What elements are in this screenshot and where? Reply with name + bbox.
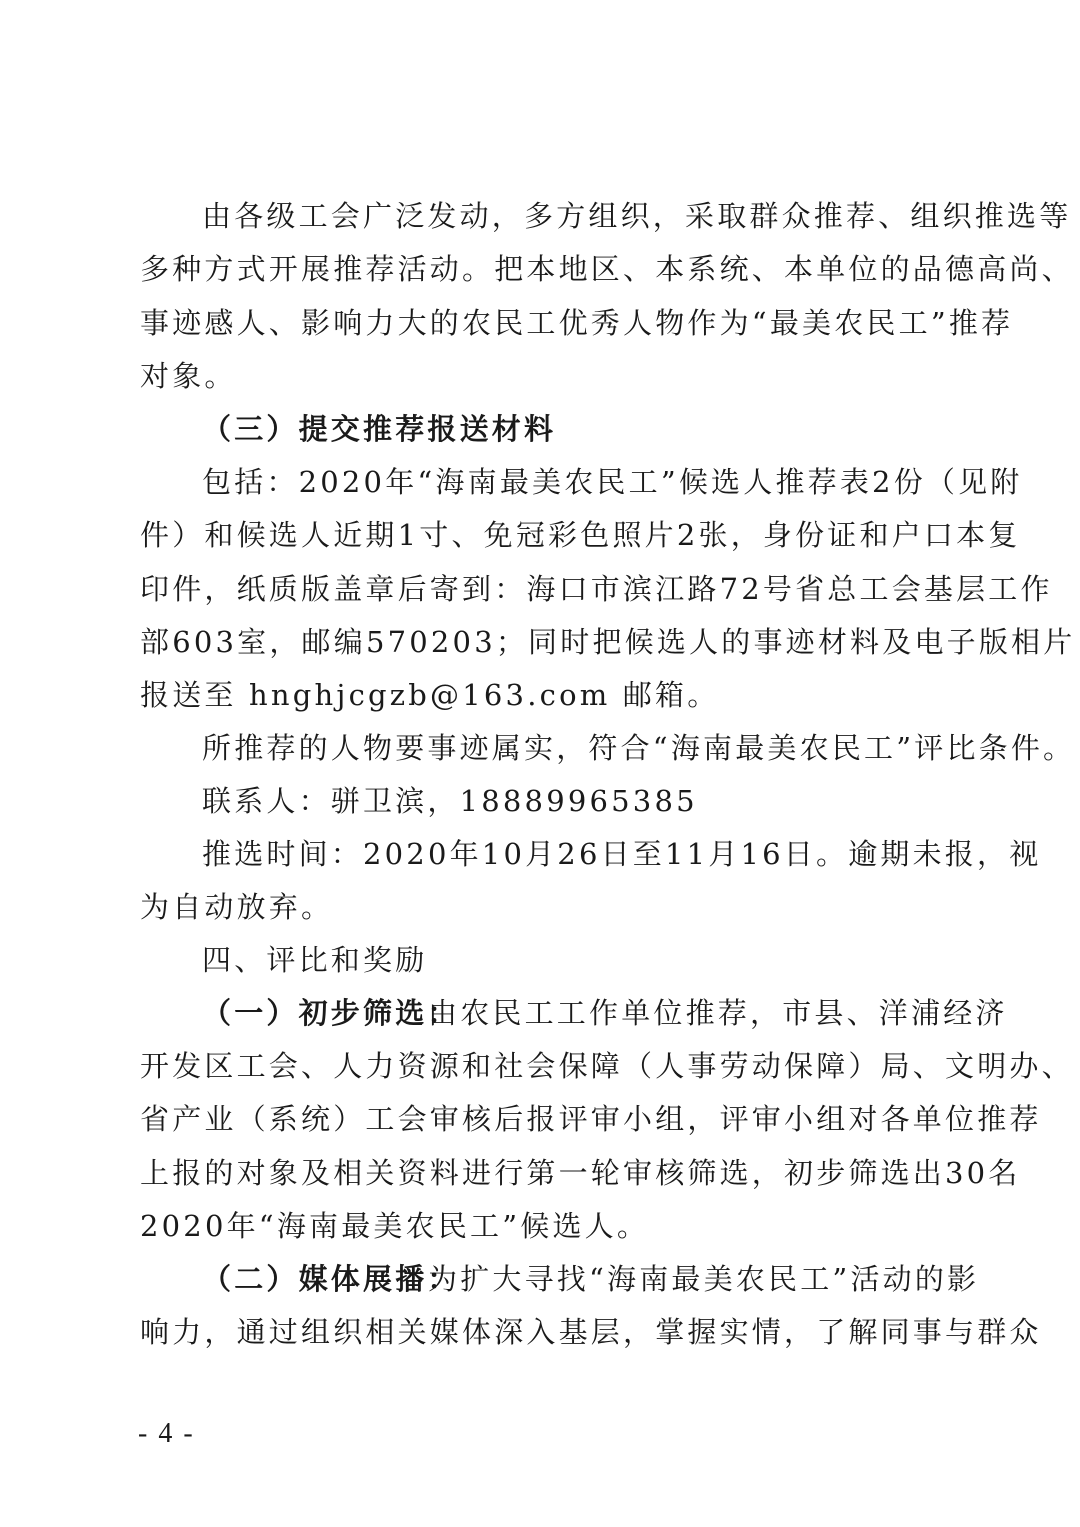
paragraph-line: 多种方式开展推荐活动。把本地区、本系统、本单位的品德高尚、: [140, 252, 1074, 286]
paragraph-line: 由农民工工作单位推荐，市县、洋浦经济: [428, 996, 1008, 1030]
paragraph-line: 省产业（系统）工会审核后报评审小组，评审小组对各单位推荐: [140, 1102, 1042, 1136]
paragraph-line: 推选时间：2020年10月26日至11月16日。逾期未报，视: [202, 837, 1042, 871]
section-heading: （三）提交推荐报送材料: [202, 412, 557, 446]
paragraph-line: 对象。: [140, 359, 237, 393]
paragraph-line: 印件，纸质版盖章后寄到：海口市滨江路72号省总工会基层工作: [140, 572, 1053, 606]
paragraph-line: 部603室，邮编570203；同时把候选人的事迹材料及电子版相片: [140, 625, 1076, 659]
subsection-heading: （二）媒体展播：: [202, 1262, 460, 1296]
paragraph-line: 由各级工会广泛发动，多方组织，采取群众推荐、组织推选等: [202, 199, 1072, 233]
paragraph-line: 响力，通过组织相关媒体深入基层，掌握实情，了解同事与群众: [140, 1315, 1042, 1349]
section-heading: 四、评比和奖励: [202, 943, 428, 977]
paragraph-line: 开发区工会、人力资源和社会保障（人事劳动保障）局、文明办、: [140, 1049, 1074, 1083]
paragraph-line: 件）和候选人近期1寸、免冠彩色照片2张，身份证和户口本复: [140, 518, 1021, 552]
contact-line: 联系人：骈卫滨，18889965385: [202, 784, 698, 818]
paragraph-line: 事迹感人、影响力大的农民工优秀人物作为“最美农民工”推荐: [140, 306, 1014, 340]
paragraph-line: 为扩大寻找“海南最美农民工”活动的影: [428, 1262, 980, 1296]
page-number: - 4 -: [138, 1418, 195, 1449]
paragraph-line: 上报的对象及相关资料进行第一轮审核筛选，初步筛选出30名: [140, 1156, 1021, 1190]
paragraph-line: 为自动放弃。: [140, 890, 334, 924]
subsection-heading: （一）初步筛选：: [202, 996, 460, 1030]
paragraph-line: 报送至 hnghjcgzb@163.com 邮箱。: [140, 678, 720, 712]
paragraph-line: 所推荐的人物要事迹属实，符合“海南最美农民工”评比条件。: [202, 731, 1076, 765]
paragraph-line: 包括：2020年“海南最美农民工”候选人推荐表2份（见附: [202, 465, 1023, 499]
paragraph-line: 2020年“海南最美农民工”候选人。: [140, 1209, 650, 1243]
